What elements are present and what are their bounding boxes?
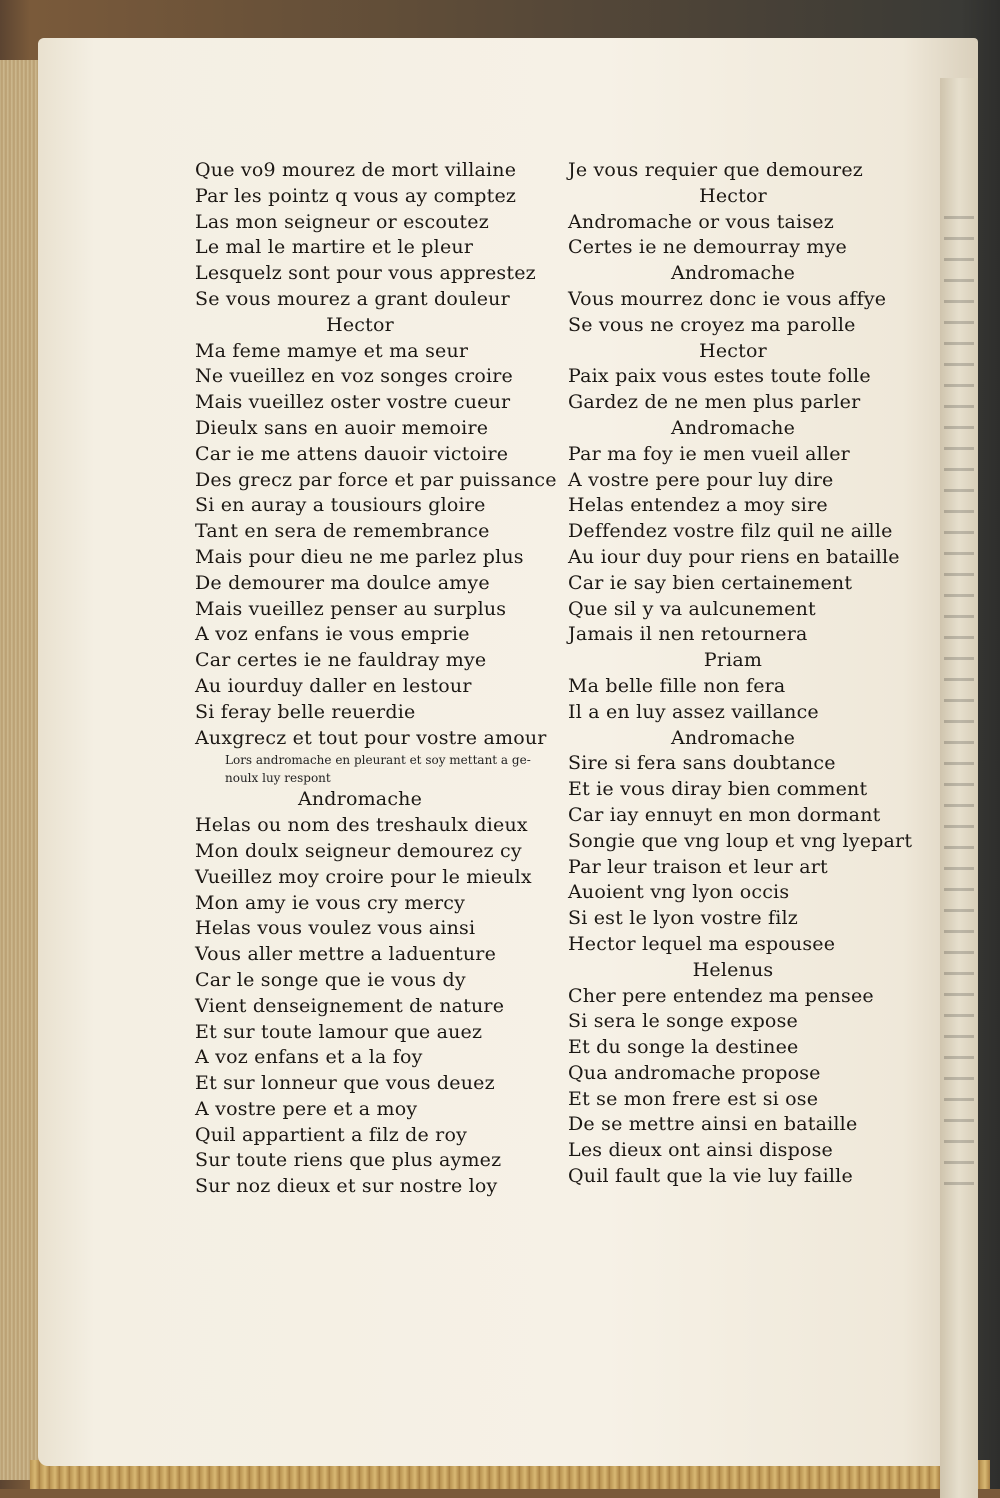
verse-line: Car certes ie ne fauldray mye (195, 649, 487, 672)
verse-line: De se mettre ainsi en bataille (568, 1113, 858, 1136)
stage-direction: Lors andromache en pleurant et soy mettant a ge- (225, 753, 531, 768)
verse-line: Qua andromache propose (568, 1061, 821, 1084)
verse-line: Par leur traison et leur art (568, 855, 828, 878)
verse-line: Il a en luy assez vaillance (568, 700, 819, 723)
verse-line: Le mal le martire et le pleur (195, 236, 474, 259)
verse-line: De demourer ma doulce amye (195, 571, 490, 594)
verse-line: Des grecz par force et par puissance (195, 468, 557, 491)
verse-line: Helas ou nom des treshaulx dieux (195, 814, 528, 837)
verse-line: Vient denseignement de nature (195, 994, 505, 1017)
verse-line: Vous aller mettre a laduenture (195, 943, 497, 966)
verse-line: A voz enfans ie vous emprie (195, 623, 470, 646)
verse-line: Mais pour dieu ne me parlez plus (195, 545, 524, 568)
verse-line: Certes ie ne demourray mye (568, 236, 847, 259)
speaker-heading: Hector (326, 313, 394, 336)
verse-line: Jamais il nen retournera (568, 623, 808, 646)
left-text-column (195, 158, 555, 1200)
right-text-column (568, 158, 928, 1190)
verse-line: Vueillez moy croire pour le mieulx (195, 865, 532, 888)
verse-line: Ma feme mamye et ma seur (195, 339, 469, 362)
verse-line: Si feray belle reuerdie (195, 700, 416, 723)
verse-line: Au iourduy daller en lestour (195, 674, 472, 697)
verse-line: Sire si fera sans doubtance (568, 752, 836, 775)
verse-line: Je vous requier que demourez (568, 159, 863, 181)
speaker-heading: Andromache (670, 262, 796, 285)
verse-line: Mais vueillez oster vostre cueur (195, 391, 511, 414)
verse-line: Helas vous voulez vous ainsi (195, 917, 476, 940)
verse-line: Se vous mourez a grant douleur (195, 287, 510, 310)
verse-line: Dieulx sans en auoir memoire (195, 416, 489, 439)
verse-line: Car ie say bien certainement (568, 571, 853, 594)
speaker-heading: Priam (703, 649, 763, 672)
verse-line: Ne vueillez en voz songes croire (195, 365, 513, 388)
verse-line: Car le songe que ie vous dy (195, 968, 466, 991)
verse-line: A voz enfans et a la foy (195, 1046, 423, 1069)
stage-direction: noulx luy respont (225, 771, 331, 786)
verse-line: Songie que vng loup et vng lyepart (568, 829, 913, 852)
verse-line: Andromache or vous taisez (568, 210, 834, 233)
verse-line: Les dieux ont ainsi dispose (568, 1139, 833, 1162)
verse-line: A vostre pere et a moy (195, 1097, 418, 1120)
verse-line: Las mon seigneur or escoutez (195, 210, 489, 233)
speaker-heading: Andromache (670, 416, 796, 439)
verse-line: Ma belle fille non fera (568, 674, 786, 697)
verse-line: Lesquelz sont pour vous apprestez (195, 262, 536, 285)
verse-line: Par ma foy ie men vueil aller (568, 442, 850, 465)
verse-line: Tant en sera de remembrance (195, 520, 490, 543)
speaker-heading: Andromache (297, 788, 423, 811)
verse-line: Que vo9 mourez de mort villaine (195, 159, 517, 181)
verse-line: Quil appartient a filz de roy (195, 1123, 468, 1146)
speaker-heading: Helenus (692, 958, 774, 981)
verse-line: Mais vueillez penser au surplus (195, 597, 507, 620)
verse-line: Que sil y va aulcunement (568, 597, 816, 620)
verse-line: Se vous ne croyez ma parolle (568, 313, 856, 336)
verse-line: Si en auray a tousiours gloire (195, 494, 486, 517)
verse-line: Gardez de ne men plus parler (568, 391, 861, 414)
verse-line: Au iour duy pour riens en bataille (568, 545, 900, 568)
verse-line: Et du songe la destinee (568, 1036, 799, 1059)
verse-line: Quil fault que la vie luy faille (568, 1165, 853, 1188)
verse-line: Hector lequel ma espousee (568, 932, 836, 955)
verse-line: Auoient vng lyon occis (568, 881, 790, 904)
verse-line: Et se mon frere est si ose (568, 1087, 819, 1110)
speaker-heading: Hector (699, 184, 767, 207)
verse-line: Car ie me attens dauoir victoire (195, 442, 509, 465)
verse-line: Sur noz dieux et sur nostre loy (195, 1175, 498, 1198)
verse-line: Et sur lonneur que vous deuez (195, 1072, 495, 1095)
verse-line: Mon amy ie vous cry mercy (195, 891, 466, 914)
verse-line: Vous mourrez donc ie vous affye (568, 287, 887, 310)
verse-line: Et sur toute lamour que auez (195, 1020, 483, 1043)
verse-line: Mon doulx seigneur demourez cy (195, 839, 522, 862)
verse-line: Cher pere entendez ma pensee (568, 984, 874, 1007)
verse-line: Si est le lyon vostre filz (568, 907, 799, 930)
facing-page-text (944, 198, 974, 1198)
verse-line: Si sera le songe expose (568, 1010, 798, 1033)
speaker-heading: Hector (699, 339, 767, 362)
verse-line: Sur toute riens que plus aymez (195, 1149, 502, 1172)
verse-line: Par les pointz q vous ay comptez (195, 184, 517, 207)
speaker-heading: Andromache (670, 726, 796, 749)
verse-line: Deffendez vostre filz quil ne aille (568, 520, 893, 543)
verse-line: Helas entendez a moy sire (568, 494, 828, 517)
verse-line: Paix paix vous estes toute folle (568, 365, 871, 388)
verse-line: Car iay ennuyt en mon dormant (568, 803, 881, 826)
facing-page-edge (940, 78, 978, 1498)
verse-line: Et ie vous diray bien comment (568, 778, 868, 801)
verse-line: A vostre pere pour luy dire (568, 468, 834, 491)
verse-line: Auxgrecz et tout pour vostre amour (195, 726, 547, 749)
